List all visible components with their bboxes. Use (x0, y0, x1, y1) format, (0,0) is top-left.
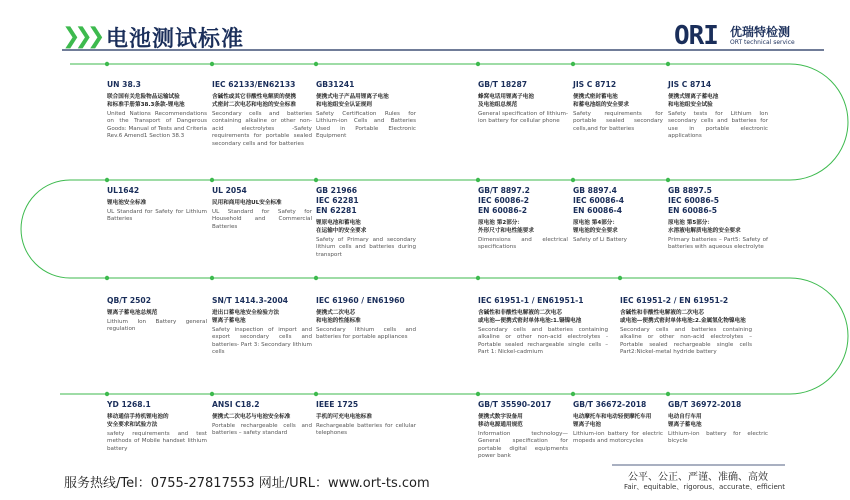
standard-title-en: Safety tests for Lithium Ion secondary cells and batteries for use in portable electronic applications (668, 111, 768, 140)
standard-title-cn-line: 原电池 第5部分： (668, 220, 713, 226)
standard-title-cn-line: 锂离子蓄电池 (212, 318, 246, 324)
standard-title-cn-line: 或电池—便携式密封单体电池:2.金属氢化物镍电池 (620, 318, 746, 324)
timeline-dot (105, 178, 109, 182)
standard-title-cn-line: 和蓄电池组的安全要求 (573, 102, 629, 108)
standard-entry (478, 400, 568, 461)
standard-title-cn-line: 移动电源通用规范 (478, 422, 523, 428)
standard-entry (316, 296, 416, 342)
standard-code: ANSI C18.2 (212, 400, 260, 409)
standard-code: JIS C 8714 (668, 80, 712, 89)
standard-title-cn (107, 309, 207, 317)
standard-code: GB 8897.4 (573, 186, 617, 195)
footer-contact: 服务热线/Tel：0755-27817553 网址/URL：www.ort-ts.com (64, 476, 430, 491)
standard-entry (107, 186, 207, 224)
standard-title-cn (316, 309, 416, 325)
standard-title-cn (107, 199, 207, 207)
standard-title-cn-line: 在运输中的安全要求 (316, 228, 367, 234)
standard-code: GB/T 36972-2018 (668, 400, 742, 409)
timeline-dot (476, 392, 480, 396)
standard-entry (668, 186, 768, 252)
standard-title-cn-line: 锂离子蓄电池总规范 (107, 310, 158, 316)
timeline-dot (210, 62, 214, 66)
footer-slogan-cn: 公平、公正、严谨、准确、高效 (628, 472, 768, 483)
standard-title-cn (107, 93, 207, 109)
standard-title-cn-line: 原电池 第4部分： (573, 220, 618, 226)
standard-title-cn-line: 和标准手册第38.3条款-锂电池 (107, 102, 185, 108)
standard-title-en: Safety requirements for portable sealed secondary cells,and for batteries (573, 111, 663, 132)
standard-entry (107, 296, 207, 334)
standard-title-cn (316, 219, 416, 235)
standard-title-en: Primary batteries – Part5: Safety of batteries with aqueous electrolyte (668, 237, 768, 251)
standard-title-cn-line: 便携式电子产品用锂离子电池 (316, 94, 389, 100)
standard-title-en: Lithium Ion Battery general regulation (107, 319, 207, 333)
standard-title-cn-line: 民用和商用电池UL安全标准 (212, 200, 282, 206)
standard-title-en: Safety of Li Battery (573, 237, 627, 243)
standard-entry (316, 186, 416, 259)
standard-title-cn (478, 93, 568, 109)
standard-entry (212, 400, 312, 438)
timeline-dot (210, 276, 214, 280)
standard-title-cn-line: 锂离子电池 (573, 422, 601, 428)
timeline-dot (210, 392, 214, 396)
logo-mark: ORI (674, 21, 718, 51)
standard-title-en: Rechargeable batteries for cellular telephones (316, 423, 416, 437)
standard-title-cn (668, 413, 768, 429)
standard-code: QB/T 2502 (107, 296, 151, 305)
standard-title-cn-line: 便携式锂离子蓄电池 (668, 94, 719, 100)
standard-title-cn (107, 413, 207, 429)
standard-code: GB31241 (316, 80, 355, 89)
standard-entry (478, 80, 568, 126)
standard-code: IEC 62281 (316, 196, 359, 205)
standard-title-cn (620, 309, 752, 325)
standard-title-cn (478, 309, 608, 325)
standard-title-cn-line: 便携式密封蓄电池 (573, 94, 618, 100)
timeline-dot (476, 62, 480, 66)
standard-code: GB/T 35590-2017 (478, 400, 552, 409)
standard-title-en: Safety inspection of import and export secondary cells and batteries- Part 3: Secondary lithium cells (212, 327, 312, 356)
standard-code: EN 60086-5 (668, 206, 718, 215)
standard-title-en: Secondary cells and batteries containing alkaline or other non-acid electrolytes -Safety requirements for portable sealed secondary cells and for batteries (212, 111, 312, 147)
standard-code: IEC 61960 / EN61960 (316, 296, 405, 305)
timeline-dot (476, 178, 480, 182)
standard-title-cn-line: 手机的可充电电池标准 (316, 414, 372, 420)
timeline-dot (105, 276, 109, 280)
standard-title-en: Lithium-ion battery for electric bicycle (668, 431, 768, 445)
standard-entry (316, 400, 416, 438)
standard-title-en: Information technology—General specification for portable digital equipments power bank (478, 431, 568, 460)
timeline-dot (314, 62, 318, 66)
timeline-dot (314, 276, 318, 280)
standard-title-en: General specification of lithium-ion battery for cellular phone (478, 111, 568, 125)
standard-code: GB/T 36672-2018 (573, 400, 647, 409)
standard-title-cn (478, 219, 568, 235)
timeline-dot (210, 178, 214, 182)
standard-title-cn (212, 309, 312, 325)
standard-code: EN 62281 (316, 206, 357, 215)
standard-title-cn (212, 93, 312, 109)
standard-code: YD 1268.1 (107, 400, 151, 409)
standard-code: UL1642 (107, 186, 140, 195)
standard-entry (620, 296, 752, 357)
standard-code: IEC 60086-5 (668, 196, 720, 205)
standard-title-cn-line: 含碱性和非酸性电解液的二次电芯 (478, 310, 562, 316)
standard-title-cn-line: 电动自行车用 (668, 414, 702, 420)
standard-title-cn-line: 锂离子蓄电池 (668, 422, 702, 428)
standard-code: IEC 60086-2 (478, 196, 530, 205)
standard-title-cn (316, 413, 416, 421)
standard-code: IEC 61951-1 / EN61951-1 (478, 296, 584, 305)
timeline-dot (314, 392, 318, 396)
standard-code: SN/T 1414.3-2004 (212, 296, 289, 305)
standard-code: UL 2054 (212, 186, 247, 195)
standard-code: GB 21966 (316, 186, 358, 195)
timeline-dot (666, 62, 670, 66)
timeline-dot (105, 392, 109, 396)
timeline-dot (571, 62, 575, 66)
standard-code: JIS C 8712 (573, 80, 617, 89)
standard-entry (316, 80, 416, 141)
standard-code: GB/T 8897.2 (478, 186, 530, 195)
standard-title-cn (212, 413, 312, 421)
standard-title-en: Secondary cells and batteries containing alkaline or other non-acid electrolytes – Portable sealed rechargeable single cells Part2:Nickel-metal hydride battery (620, 327, 752, 356)
standard-title-en: UL Standard for Safety for Household and Commercial Batteries (212, 209, 312, 230)
standard-title-cn-line: 锂原电池和蓄电池 (316, 220, 361, 226)
timeline-dot (476, 276, 480, 280)
standard-entry (573, 80, 663, 133)
timeline-dot (666, 392, 670, 396)
standard-title-cn-line: 便携式二次电芯 (316, 310, 356, 316)
standard-title-cn-line: 便携式二次电芯与电池安全标准 (212, 414, 291, 420)
timeline-dot (105, 62, 109, 66)
footer-slogan-en: Fair、equitable、rigorous、accurate、efficient (624, 483, 785, 491)
standard-title-en: Lithium-ion battery for electric mopeds and motorcycles (573, 431, 663, 445)
standard-title-cn-line: 式密封二次电芯和电池的安全标准 (212, 102, 296, 108)
standard-title-cn-line: 外形尺寸和电性能要求 (478, 228, 534, 234)
standard-code: EN 60086-2 (478, 206, 528, 215)
timeline-dot (618, 276, 622, 280)
standard-title-en: safety requirements and test methods of Mobile handset lithium battery (107, 431, 207, 452)
timeline-dot (571, 392, 575, 396)
standard-title-en: Dimensions and electrical specifications (478, 237, 568, 251)
standard-code: GB/T 18287 (478, 80, 528, 89)
standard-title-cn-line: 安全要求和试验方法 (107, 422, 158, 428)
standard-title-cn (573, 93, 663, 109)
standard-title-cn (668, 219, 768, 235)
standard-title-en: Secondary cells and batteries containing alkaline or other non-acid electrolytes - Portable sealed rechargeable single cells – Part 1: Nickel-cadmium (478, 327, 608, 356)
standard-title-en: Safety Certification Rules for Lithium-ion Cells and Batteries Used in Portable Electronic Equipment (316, 111, 416, 140)
standard-code: IEC 60086-4 (573, 196, 625, 205)
standard-entry (212, 80, 312, 148)
timeline-dot (666, 178, 670, 182)
logo-name-cn: 优瑞特检测 (730, 25, 791, 39)
standard-code: IEC 62133/EN62133 (212, 80, 296, 89)
standard-code: IEEE 1725 (316, 400, 359, 409)
chevron-right-icon: ❯❯❯ (62, 24, 100, 49)
standard-title-cn-line: 联合国有关危险物品运输试验 (107, 94, 180, 100)
standard-title-cn (573, 413, 663, 429)
timeline-dot (314, 178, 318, 182)
standard-title-cn (668, 93, 768, 109)
standard-title-cn-line: 移动通信手持机锂电池的 (107, 414, 169, 420)
timeline-dot (571, 178, 575, 182)
standard-title-en: Secondary lithium cells and batteries for portable appliances (316, 327, 416, 341)
standard-title-cn (478, 413, 568, 429)
standard-title-cn-line: 蜂窝电话用锂离子电池 (478, 94, 534, 100)
standard-entry (107, 400, 207, 453)
standard-title-cn (212, 199, 312, 207)
standard-entry (212, 186, 312, 231)
standard-title-cn-line: 和电池的性能标准 (316, 318, 361, 324)
standard-title-cn-line: 水溶液电解质电池的安全要求 (668, 228, 741, 234)
standard-entry (573, 186, 663, 244)
logo-name-en: ORT technical service (730, 39, 795, 46)
standard-code: IEC 61951-2 / EN 61951-2 (620, 296, 729, 305)
standard-code: EN 60086-4 (573, 206, 623, 215)
standard-entry (478, 186, 568, 252)
standard-title-cn-line: 便携式数字设备用 (478, 414, 523, 420)
standard-title-en: UL Standard for Safety for Lithium Batteries (107, 209, 207, 223)
standard-title-cn (316, 93, 416, 109)
standard-title-cn-line: 或电池—便携式密封单体电池:1.镉镍电池 (478, 318, 582, 324)
page-title: 电池测试标准 (106, 27, 245, 52)
standard-title-en: United Nations Recommendations on the Transport of Dangerous Goods: Manual of Tests and Criteria Rev.6 Amend1 Section 38.3 (107, 111, 207, 140)
standard-code: GB 8897.5 (668, 186, 712, 195)
standard-title-cn-line: 含碱性和非酸性电解液的二次电芯 (620, 310, 704, 316)
standard-entry (573, 400, 663, 446)
standard-entry (478, 296, 608, 357)
standard-title-cn-line: 原电池 第2部分： (478, 220, 523, 226)
standard-title-cn-line: 电动摩托车和电动轻便摩托车用 (573, 414, 652, 420)
standard-title-cn (573, 219, 663, 235)
standard-title-en: Safety of Primary and secondary lithium cells and batteries during transport (316, 237, 416, 258)
standard-code: UN 38.3 (107, 80, 141, 89)
standard-title-cn-line: 和电池组安全试验 (668, 102, 713, 108)
standard-title-cn-line: 和电池组安全认证规则 (316, 102, 372, 108)
standard-title-cn-line: 锂电池安全标准 (107, 200, 147, 206)
standard-title-cn-line: 进出口蓄电池安全检验方法 (212, 310, 280, 316)
standard-entry (668, 80, 768, 141)
standard-title-cn-line: 含碱性或其它非酸性电解质的便携 (212, 94, 296, 100)
standard-entry (668, 400, 768, 446)
standard-entry (107, 80, 207, 141)
standard-title-cn-line: 锂电池的安全要求 (573, 228, 618, 234)
standard-entry (212, 296, 312, 357)
standard-title-cn-line: 及电池组总规范 (478, 102, 518, 108)
standard-title-en: Portable rechargeable cells and batteries – safety standard (212, 423, 312, 437)
